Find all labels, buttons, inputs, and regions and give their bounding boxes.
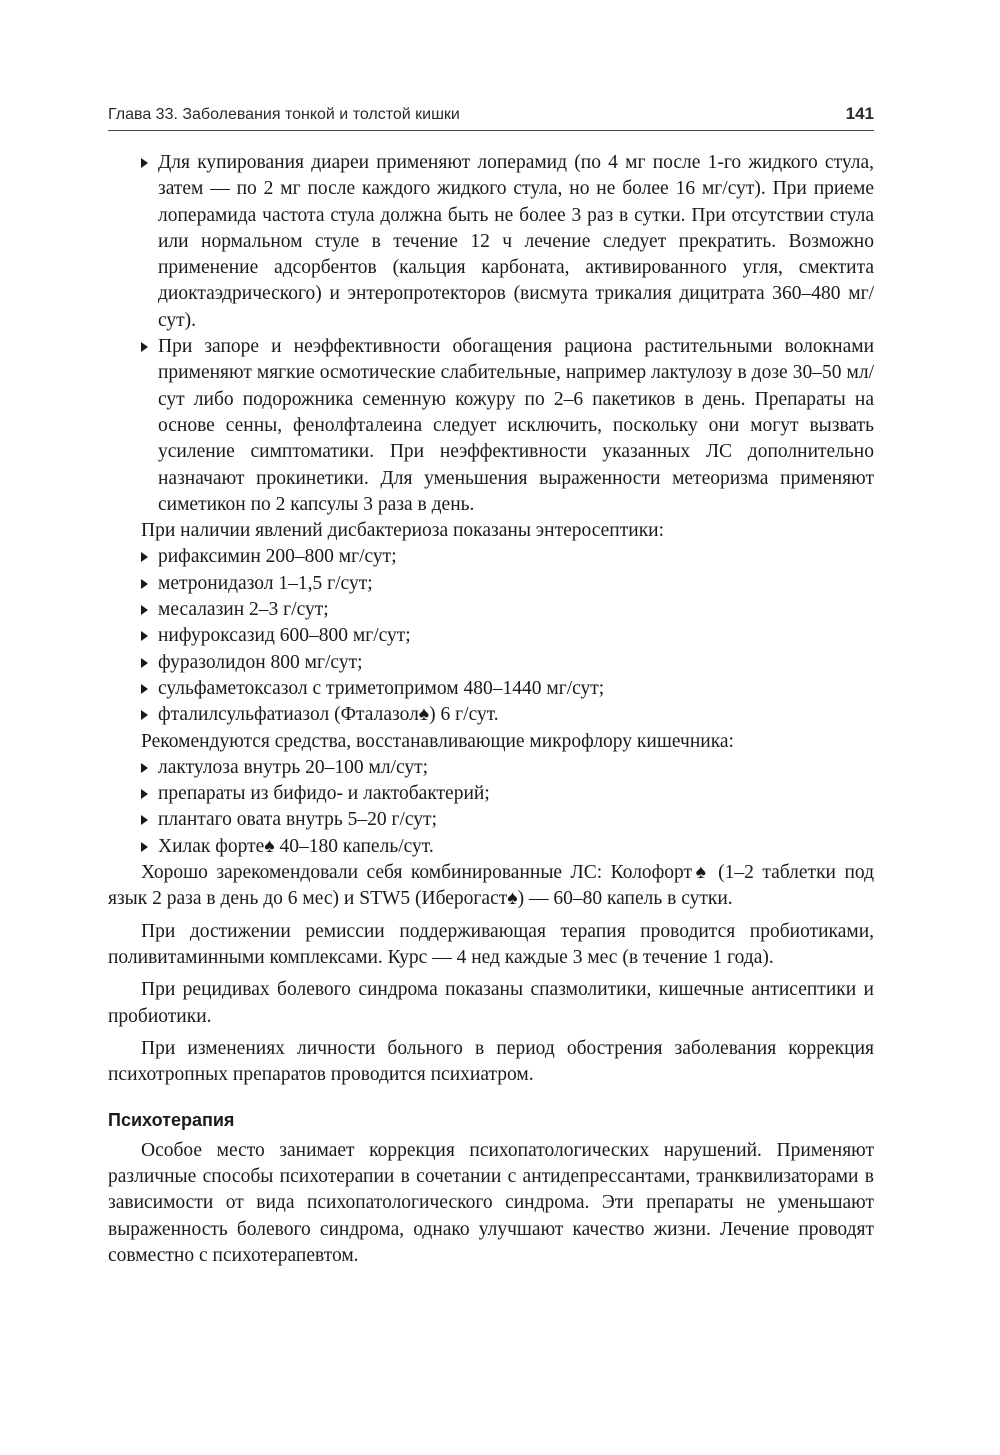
- bullet-constipation: При запоре и неэффективности обогащения рациона растительными волокнами применяют мягкие осмотические слабительные, например лактулозу в дозе 30–50 мл/сут либо подорожника семенную кожуру по 2–6 пакетиков в день. Препараты на основе сенны, фенолфталеина следует исключить, поскольку они могут вызвать усиление симптоматики. При неэффективности указанных ЛС дополнительно назначают прокинетики. Для уменьшения выраженности метеоризма применяют симетикон по 2 капсулы 3 раза в день.: [108, 334, 874, 518]
- list-item: метронидазол 1–1,5 г/сут;: [108, 571, 874, 597]
- list-item: препараты из бифидо- и лактобактерий;: [108, 781, 874, 807]
- paragraph-psychotherapy: Особое место занимает коррекция психопатологических нарушений. Применяют различные способы психотерапии в сочетании с антидепрессантами, транквилизаторами в зависимости от вида психопатологического синдрома. Эти препараты не уменьшают выраженность болевого синдрома, однако улучшают качество жизни. Лечение проводят совместно с психотерапевтом.: [108, 1139, 874, 1266]
- list-item: месалазин 2–3 г/сут;: [108, 597, 874, 623]
- bullet-diarrhea: Для купирования диареи применяют лоперамид (по 4 мг после 1-го жидкого стула, затем — по 2 мг после каждого жидкого стула, но не более 16 мг/сут). При приеме лоперамида частота стула должна быть не более 3 раз в сутки. При отсутствии стула или нормальном стуле в течение 12 ч лечение следует прекратить. Возможно применение адсорбентов (кальция карбоната, активированного угля, смектита диоктаэдрического) и энтеропротекторов (висмута трикалия дицитрата 360–480 мг/сут).: [108, 150, 874, 334]
- section-heading-psychotherapy: Психотерапия: [108, 1110, 235, 1131]
- dysbacteriosis-intro: При наличии явлений дисбактериоза показаны энтеросептики:: [141, 520, 665, 542]
- running-header: [108, 104, 874, 131]
- chapter-title: Глава 33. Заболевания тонкой и толстой кишки: [108, 106, 460, 123]
- paragraph-remission: При достижении ремиссии поддерживающая терапия проводится пробиотиками, поливитаминными комплексами. Курс — 4 нед каждые 3 мес (в течение 1 года).: [108, 920, 874, 968]
- list-item: плантаго овата внутрь 5–20 г/сут;: [108, 807, 874, 833]
- microflora-intro: Рекомендуются средства, восстанавливающие микрофлору кишечника:: [141, 730, 734, 752]
- paragraph-personality: При изменениях личности больного в период обострения заболевания коррекция психотропных препаратов проводится психиатром.: [108, 1037, 874, 1086]
- paragraph-relapse: При рецидивах болевого синдрома показаны спазмолитики, кишечные антисептики и пробиотики.: [108, 979, 874, 1027]
- list-item: нифуроксазид 600–800 мг/сут;: [108, 623, 874, 649]
- main-text: [108, 150, 874, 1269]
- paragraph-combined-drugs: Хорошо зарекомендовали себя комбинированные ЛС: Колофорт♠ (1–2 таблетки под язык 2 раза в день до 6 мес) и STW5 (Иберогаст♠) — 60–80 капель в сутки.: [108, 862, 874, 910]
- list-item: лактулоза внутрь 20–100 мл/сут;: [108, 755, 874, 781]
- list-item: сульфаметоксазол с триметопримом 480–1440 мг/сут;: [108, 676, 874, 702]
- list-item: Хилак форте♠ 40–180 капель/сут.: [108, 834, 874, 860]
- page-number: 141: [845, 104, 874, 123]
- list-item: рифаксимин 200–800 мг/сут;: [108, 544, 874, 570]
- list-item: фталилсульфатиазол (Фталазол♠) 6 г/сут.: [108, 702, 874, 728]
- list-item: фуразолидон 800 мг/сут;: [108, 650, 874, 676]
